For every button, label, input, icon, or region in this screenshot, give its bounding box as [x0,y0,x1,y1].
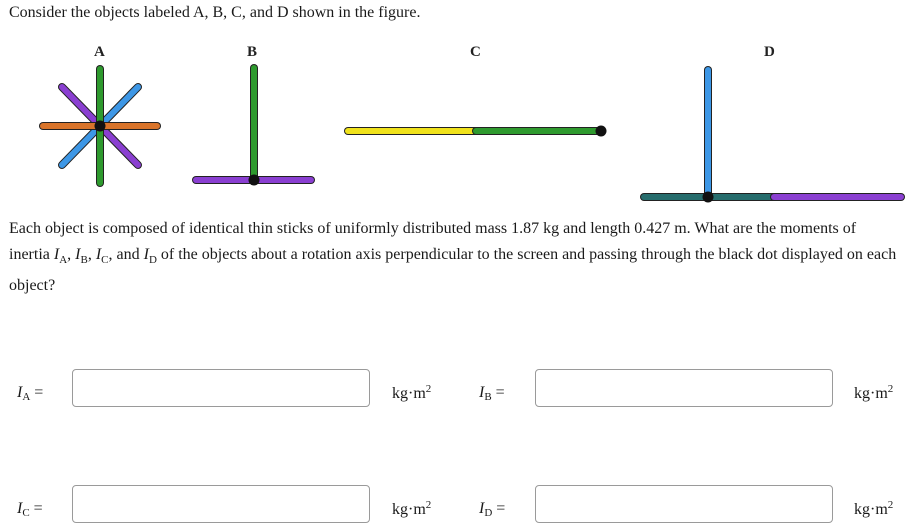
id-unit-base: kg·m [854,501,888,518]
sub-a: A [59,254,68,267]
symbol-i-d: I [143,246,149,263]
id-unit-exp: 2 [887,499,894,511]
object-b [196,68,311,186]
symbol-i-a: I [53,246,60,263]
label-ic [17,500,43,519]
pivot-dot-b [249,175,260,186]
label-c: C [470,44,481,60]
question-text [9,216,899,299]
id-sub: D [484,507,493,519]
ia-unit-base: kg·m [392,385,426,402]
sep-2: , [87,246,96,263]
ib-sub: B [484,391,492,403]
ia-symbol: I [17,384,23,401]
sep-1: , [67,246,76,263]
ib-eq: = [495,384,505,401]
label-id [479,500,505,519]
ic-eq: = [33,500,43,517]
pivot-dot-d [703,192,714,203]
ib-symbol: I [479,384,485,401]
symbol-i-b: I [75,246,81,263]
id-unit [854,499,893,519]
ia-unit [392,383,431,403]
label-d: D [764,44,775,60]
ib-unit-base: kg·m [854,385,888,402]
pivot-dot-a [95,121,106,132]
ic-input[interactable] [72,485,370,523]
ib-unit-exp: 2 [887,383,894,395]
ic-unit-exp: 2 [425,499,432,511]
id-eq: = [496,500,506,517]
ic-unit [392,499,431,519]
sub-b: B [80,254,88,267]
ic-sub: C [22,507,30,519]
intro-text: Consider the objects labeled A, B, C, and D shown in the figure. [9,4,421,21]
sub-c: C [101,254,109,267]
sep-3: , and [108,246,144,263]
label-b: B [247,44,258,60]
object-a [43,69,157,183]
symbol-i-c: I [95,246,102,263]
label-ia [17,384,43,403]
objects-figure [0,0,908,210]
id-input[interactable] [535,485,833,523]
id-symbol: I [479,500,485,517]
question-part2: of the objects about a rotation axis perpendicular to the screen and passing through the black dot displayed on each object? [9,246,897,295]
ia-sub: A [22,391,31,403]
object-d [644,70,901,203]
label-a: A [94,44,105,60]
ib-input[interactable] [535,369,833,407]
ia-eq: = [34,384,44,401]
sub-d: D [148,254,157,267]
pivot-dot-c [596,126,607,137]
object-c [348,126,607,137]
ic-unit-base: kg·m [392,501,426,518]
ic-symbol: I [17,500,23,517]
question-part1: Each object is composed of identical thin sticks of uniformly distributed mass 1.87 kg and length 0.427 m. What are the moments of inertia [9,220,857,263]
label-ib [479,384,505,403]
ia-input[interactable] [72,369,370,407]
ia-unit-exp: 2 [425,383,432,395]
ib-unit [854,383,893,403]
